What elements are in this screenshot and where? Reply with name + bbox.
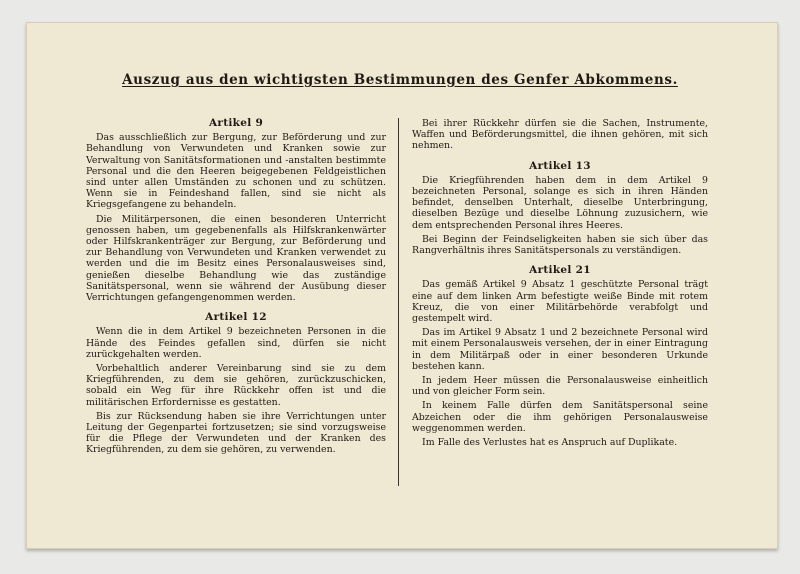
article-13-paragraph-2: Bei Beginn der Feindseligkeiten haben sie sich über das Rangverhältnis ihres Sanitätspersonals zu verständigen.: [412, 233, 708, 257]
article-12-heading: Artikel 12: [205, 311, 267, 324]
article-21-paragraph-5: Im Falle des Verlustes hat es Anspruch auf Duplikate.: [422, 437, 678, 449]
article-21-paragraph-4: In keinem Falle dürfen dem Sanitätspersonal seine Abzeichen oder die ihm gehörigen Personalausweise weggenommen werden.: [412, 400, 708, 434]
article-21-paragraph-1: Das gemäß Artikel 9 Absatz 1 geschützte Personal trägt eine auf dem linken Arm befestigte weiße Binde mit rotem Kreuz, die von einer Militärbehörde verabfolgt und gestempelt wird.: [412, 279, 708, 325]
article-13-heading: Artikel 13: [529, 159, 591, 172]
article-12-paragraph-3: Bis zur Rücksendung haben sie ihre Verrichtungen unter Leitung der Gegenpartei fortzusetzen; sie sind vorzugsweise für die Pflege der Verwundeten und der Kranken des Kriegführenden, zu dem sie gehören, zu verwenden.: [86, 410, 386, 456]
article-12-paragraph-2: Vorbehaltlich anderer Vereinbarung sind sie zu dem Kriegführenden, zu dem sie gehören, zurückzuschicken, sobald ein Weg für ihre Rückkehr offen ist und die militärischen Erfordernisse es gestatten.: [86, 363, 386, 408]
column-divider: [398, 118, 399, 486]
article-13-paragraph-1: Die Kriegführenden haben dem in dem Artikel 9 bezeichneten Personal, solange es sich in ihren Händen befindet, denselben Unterhalt, dieselbe Unterbringung, dieselben Bezüge und dieselbe Löhnung zuzusichern, wie dem entsprechenden Personal ihres Heeres.: [412, 174, 708, 231]
document-title: Auszug aus den wichtigsten Bestimmungen des Genfer Abkommens.: [122, 72, 678, 88]
article-9-paragraph-2: Die Militärpersonen, die einen besonderen Unterricht genossen haben, um gegebenenfalls als Hilfskrankenwärter oder Hilfskrankenträger zur Bergung, zur Beförderung und zur Behandlung von Verwundeten und Kranken verwendet zu werden und die im Besitz eines Personalausweises sind, genießen dieselbe Behandlung wie das zuständige Sanitätspersonal, wenn sie während der Ausübung dieser Verrichtungen gefangengenommen werden.: [86, 213, 386, 304]
article-21-paragraph-3: In jedem Heer müssen die Personalausweise einheitlich und von gleicher Form sein.: [412, 375, 708, 398]
return-paragraph: Bei ihrer Rückkehr dürfen sie die Sachen, Instrumente, Waffen und Beförderungsmittel, die ihnen gehören, mit sich nehmen.: [412, 118, 708, 152]
article-9-heading: Artikel 9: [208, 117, 264, 129]
article-21-heading: Artikel 21: [529, 264, 591, 277]
left-column: [86, 118, 386, 459]
right-column: [412, 118, 708, 451]
article-12-paragraph-1: Wenn die in dem Artikel 9 bezeichneten Personen in die Hände des Feindes gefallen sind, dürfen sie nicht zurückgehalten werden.: [86, 326, 386, 360]
article-9-paragraph-1: Das ausschließlich zur Bergung, zur Beförderung und zur Behandlung von Verwundeten und Kranken sowie zur Verwaltung von Sanitätsformationen und -anstalten bestimmte Personal und die den Heeren beigegebenen Feldgeistlichen sind unter allen Umständen zu schonen und zu schützen. Wenn sie in Feindeshand fallen, sind sie nicht als Kriegsgefangene zu behandeln.: [86, 132, 386, 211]
article-21-paragraph-2: Das im Artikel 9 Absatz 1 und 2 bezeichnete Personal wird mit einem Personalausweis versehen, der in einer Eintragung in dem Militärpaß oder in einer besonderen Urkunde bestehen kann.: [412, 327, 708, 372]
